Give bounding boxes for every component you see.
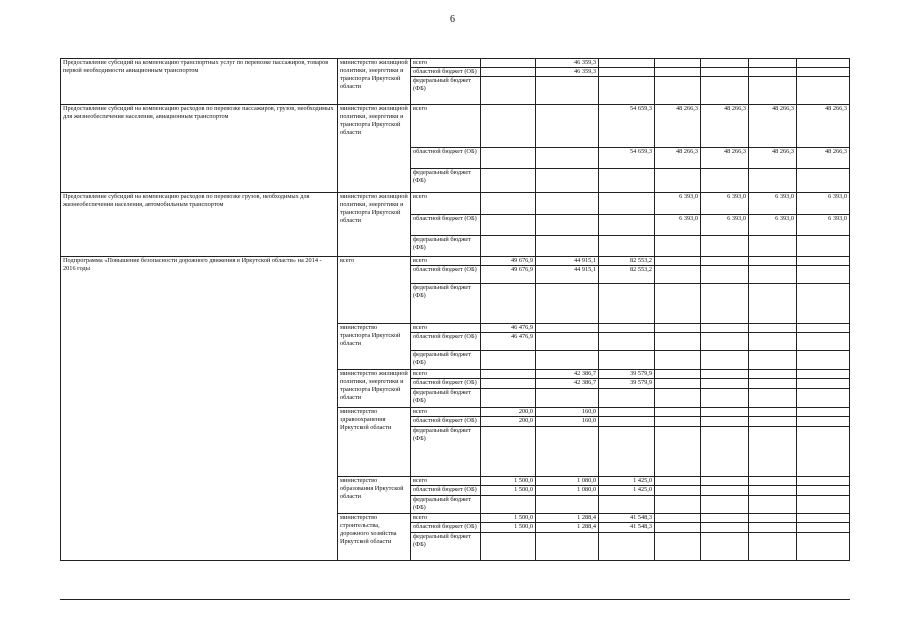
amount-cell [481, 169, 536, 193]
amount-cell [536, 77, 599, 105]
amount-cell: 49 676,9 [481, 266, 536, 284]
funding-source-label: областной бюджет (ОБ) [411, 68, 481, 77]
amount-cell [599, 417, 655, 427]
funding-source-label: областной бюджет (ОБ) [411, 523, 481, 533]
amount-cell [655, 523, 701, 533]
funding-source-label: всего [411, 514, 481, 523]
amount-cell: 160,0 [536, 408, 599, 417]
amount-cell [599, 169, 655, 193]
amount-cell [797, 284, 850, 324]
amount-cell: 6 393,0 [749, 193, 797, 215]
executor-cell: министерство строительства, дорожного хозяйства Иркутской области [338, 514, 411, 561]
funding-source-label: областной бюджет (ОБ) [411, 486, 481, 496]
amount-cell [701, 351, 749, 370]
amount-cell [797, 408, 850, 417]
amount-cell [655, 486, 701, 496]
amount-cell [536, 389, 599, 408]
measure-description: Предоставление субсидий на компенсацию расходов по перевозке грузов, необходимых для жизнеобеспечения населения, автомобильным транспортом [61, 193, 338, 257]
amount-cell [481, 379, 536, 389]
amount-cell: 6 393,0 [797, 215, 850, 236]
amount-cell: 54 659,3 [599, 105, 655, 148]
funding-source-label: всего [411, 370, 481, 379]
amount-cell [701, 408, 749, 417]
amount-cell [701, 533, 749, 561]
amount-cell [536, 105, 599, 148]
amount-cell [797, 324, 850, 333]
amount-cell: 200,0 [481, 408, 536, 417]
amount-cell [655, 257, 701, 266]
amount-cell: 41 548,3 [599, 523, 655, 533]
amount-cell: 160,0 [536, 417, 599, 427]
amount-cell: 6 393,0 [701, 215, 749, 236]
amount-cell [655, 77, 701, 105]
amount-cell [749, 266, 797, 284]
amount-cell [749, 333, 797, 351]
amount-cell [599, 496, 655, 514]
measure-description: Предоставление субсидий на компенсацию транспортных услуг по перевозке пассажиров, товаров первой необходимости авиационным транспортом [61, 59, 338, 105]
amount-cell [481, 68, 536, 77]
table-bottom-border [60, 599, 850, 600]
amount-cell [701, 169, 749, 193]
amount-cell [797, 266, 850, 284]
amount-cell: 1 500,0 [481, 514, 536, 523]
amount-cell: 1 500,0 [481, 477, 536, 486]
amount-cell: 48 266,3 [655, 105, 701, 148]
amount-cell [536, 533, 599, 561]
funding-source-label: федеральный бюджет (ФБ) [411, 77, 481, 105]
amount-cell [797, 68, 850, 77]
amount-cell [481, 351, 536, 370]
amount-cell [481, 215, 536, 236]
amount-cell: 39 579,9 [599, 379, 655, 389]
amount-cell: 54 659,3 [599, 148, 655, 169]
amount-cell [797, 59, 850, 68]
amount-cell [701, 486, 749, 496]
amount-cell [749, 68, 797, 77]
amount-cell: 48 266,3 [655, 148, 701, 169]
amount-cell [655, 408, 701, 417]
amount-cell [599, 533, 655, 561]
amount-cell [655, 266, 701, 284]
amount-cell [536, 193, 599, 215]
amount-cell: 1 425,0 [599, 477, 655, 486]
amount-cell: 44 915,1 [536, 257, 599, 266]
amount-cell [481, 533, 536, 561]
amount-cell [701, 257, 749, 266]
amount-cell [655, 417, 701, 427]
funding-source-label: федеральный бюджет (ФБ) [411, 389, 481, 408]
amount-cell [701, 379, 749, 389]
amount-cell: 200,0 [481, 417, 536, 427]
amount-cell: 48 266,3 [701, 105, 749, 148]
table-row [61, 59, 850, 68]
amount-cell [797, 379, 850, 389]
table-row [61, 257, 850, 266]
funding-source-label: федеральный бюджет (ФБ) [411, 427, 481, 477]
amount-cell [481, 193, 536, 215]
funding-source-label: федеральный бюджет (ФБ) [411, 351, 481, 370]
amount-cell [536, 427, 599, 477]
funding-source-label: областной бюджет (ОБ) [411, 266, 481, 284]
executor-cell: министерство образования Иркутской области [338, 477, 411, 514]
executor-cell: всего [338, 257, 411, 324]
amount-cell: 6 393,0 [655, 215, 701, 236]
amount-cell [536, 236, 599, 257]
funding-source-label: федеральный бюджет (ФБ) [411, 284, 481, 324]
amount-cell: 1 080,0 [536, 486, 599, 496]
amount-cell [797, 514, 850, 523]
amount-cell [797, 496, 850, 514]
amount-cell [797, 257, 850, 266]
funding-source-label: федеральный бюджет (ФБ) [411, 533, 481, 561]
table-body [61, 59, 850, 561]
funding-source-label: всего [411, 477, 481, 486]
amount-cell [701, 77, 749, 105]
amount-cell: 6 393,0 [749, 215, 797, 236]
funding-source-label: областной бюджет (ОБ) [411, 379, 481, 389]
amount-cell [655, 59, 701, 68]
amount-cell [797, 533, 850, 561]
amount-cell [701, 236, 749, 257]
funding-source-label: всего [411, 105, 481, 148]
amount-cell: 46 476,9 [481, 333, 536, 351]
amount-cell [797, 169, 850, 193]
executor-cell: министерство здравоохранения Иркутской области [338, 408, 411, 477]
amount-cell [749, 284, 797, 324]
amount-cell [749, 514, 797, 523]
amount-cell: 48 266,3 [797, 105, 850, 148]
amount-cell [749, 59, 797, 68]
measure-description: Предоставление субсидий на компенсацию расходов по перевозке пассажиров, грузов, необходимых для жизнеобеспечения населения, авиационным транспортом [61, 105, 338, 193]
amount-cell [701, 370, 749, 379]
amount-cell [749, 236, 797, 257]
amount-cell [701, 417, 749, 427]
amount-cell [481, 148, 536, 169]
amount-cell [599, 351, 655, 370]
amount-cell [599, 77, 655, 105]
funding-source-label: всего [411, 408, 481, 417]
amount-cell [599, 408, 655, 417]
amount-cell [701, 496, 749, 514]
amount-cell [701, 324, 749, 333]
amount-cell: 1 500,0 [481, 486, 536, 496]
amount-cell [655, 324, 701, 333]
amount-cell [655, 496, 701, 514]
amount-cell: 82 553,2 [599, 257, 655, 266]
amount-cell [655, 477, 701, 486]
amount-cell [599, 427, 655, 477]
page-number: 6 [450, 14, 455, 25]
amount-cell [481, 427, 536, 477]
amount-cell [536, 496, 599, 514]
amount-cell [655, 236, 701, 257]
amount-cell [749, 427, 797, 477]
amount-cell [701, 284, 749, 324]
amount-cell [749, 486, 797, 496]
amount-cell: 48 266,3 [797, 148, 850, 169]
amount-cell [749, 389, 797, 408]
amount-cell: 1 500,0 [481, 523, 536, 533]
amount-cell [797, 486, 850, 496]
amount-cell [701, 68, 749, 77]
amount-cell [599, 333, 655, 351]
executor-cell: министерство жилищной политики, энергетики и транспорта Иркутской области [338, 59, 411, 105]
amount-cell: 1 080,0 [536, 477, 599, 486]
amount-cell: 44 915,1 [536, 266, 599, 284]
amount-cell [749, 408, 797, 417]
amount-cell [655, 514, 701, 523]
executor-cell: министерство жилищной политики, энергетики и транспорта Иркутской области [338, 105, 411, 193]
amount-cell [797, 523, 850, 533]
amount-cell [749, 496, 797, 514]
funding-source-label: областной бюджет (ОБ) [411, 148, 481, 169]
amount-cell [797, 333, 850, 351]
amount-cell [536, 215, 599, 236]
amount-cell [749, 169, 797, 193]
amount-cell [655, 389, 701, 408]
funding-source-label: всего [411, 59, 481, 68]
amount-cell [655, 379, 701, 389]
amount-cell [481, 284, 536, 324]
amount-cell [599, 324, 655, 333]
amount-cell [701, 427, 749, 477]
amount-cell: 6 393,0 [797, 193, 850, 215]
amount-cell [599, 193, 655, 215]
amount-cell [797, 417, 850, 427]
amount-cell [701, 514, 749, 523]
amount-cell [655, 351, 701, 370]
amount-cell [481, 105, 536, 148]
amount-cell [797, 351, 850, 370]
amount-cell: 1 288,4 [536, 514, 599, 523]
amount-cell [797, 236, 850, 257]
amount-cell: 6 393,0 [701, 193, 749, 215]
amount-cell [655, 284, 701, 324]
amount-cell [599, 68, 655, 77]
amount-cell [536, 169, 599, 193]
amount-cell [481, 59, 536, 68]
table-row [61, 193, 850, 215]
amount-cell: 6 393,0 [655, 193, 701, 215]
amount-cell [481, 496, 536, 514]
amount-cell [536, 351, 599, 370]
amount-cell [599, 215, 655, 236]
amount-cell [599, 59, 655, 68]
amount-cell [655, 427, 701, 477]
amount-cell [749, 417, 797, 427]
amount-cell [749, 351, 797, 370]
funding-source-label: федеральный бюджет (ФБ) [411, 169, 481, 193]
amount-cell [655, 169, 701, 193]
amount-cell [797, 370, 850, 379]
funding-source-label: всего [411, 193, 481, 215]
amount-cell [536, 324, 599, 333]
amount-cell [749, 533, 797, 561]
amount-cell [599, 284, 655, 324]
amount-cell [749, 477, 797, 486]
program-funding-table [60, 58, 850, 561]
amount-cell: 48 266,3 [749, 105, 797, 148]
funding-source-label: всего [411, 324, 481, 333]
amount-cell [701, 389, 749, 408]
amount-cell: 48 266,3 [749, 148, 797, 169]
amount-cell [481, 236, 536, 257]
amount-cell: 48 266,3 [701, 148, 749, 169]
funding-source-label: областной бюджет (ОБ) [411, 215, 481, 236]
amount-cell [797, 389, 850, 408]
amount-cell: 1 425,0 [599, 486, 655, 496]
amount-cell [749, 370, 797, 379]
executor-cell: министерство жилищной политики, энергетики и транспорта Иркутской области [338, 370, 411, 408]
amount-cell [655, 533, 701, 561]
amount-cell [655, 333, 701, 351]
amount-cell [655, 370, 701, 379]
amount-cell [599, 389, 655, 408]
amount-cell [797, 477, 850, 486]
amount-cell: 49 676,9 [481, 257, 536, 266]
funding-source-label: федеральный бюджет (ФБ) [411, 496, 481, 514]
funding-source-label: всего [411, 257, 481, 266]
amount-cell [701, 477, 749, 486]
amount-cell [481, 389, 536, 408]
amount-cell [655, 68, 701, 77]
funding-source-label: федеральный бюджет (ФБ) [411, 236, 481, 257]
amount-cell [749, 77, 797, 105]
amount-cell [599, 236, 655, 257]
amount-cell [701, 523, 749, 533]
funding-source-label: областной бюджет (ОБ) [411, 333, 481, 351]
amount-cell [536, 284, 599, 324]
amount-cell [701, 333, 749, 351]
amount-cell [749, 324, 797, 333]
amount-cell: 46 476,9 [481, 324, 536, 333]
amount-cell [701, 266, 749, 284]
amount-cell [701, 59, 749, 68]
amount-cell: 42 386,7 [536, 370, 599, 379]
amount-cell [749, 257, 797, 266]
amount-cell [536, 148, 599, 169]
amount-cell [749, 523, 797, 533]
amount-cell: 1 288,4 [536, 523, 599, 533]
measure-description: Подпрограмма «Повышение безопасности дорожного движения в Иркутской области» на 2014 - 2016 годы [61, 257, 338, 561]
table-row [61, 105, 850, 148]
executor-cell: министерство жилищной политики, энергетики и транспорта Иркутской области [338, 193, 411, 257]
funding-source-label: областной бюджет (ОБ) [411, 417, 481, 427]
amount-cell [797, 77, 850, 105]
executor-cell: министерство транспорта Иркутской области [338, 324, 411, 370]
amount-cell [481, 77, 536, 105]
amount-cell [797, 427, 850, 477]
amount-cell: 46 359,3 [536, 68, 599, 77]
amount-cell [481, 370, 536, 379]
amount-cell [536, 333, 599, 351]
amount-cell: 42 386,7 [536, 379, 599, 389]
amount-cell: 41 548,3 [599, 514, 655, 523]
amount-cell: 39 579,9 [599, 370, 655, 379]
amount-cell: 82 553,2 [599, 266, 655, 284]
amount-cell [749, 379, 797, 389]
amount-cell: 46 359,3 [536, 59, 599, 68]
